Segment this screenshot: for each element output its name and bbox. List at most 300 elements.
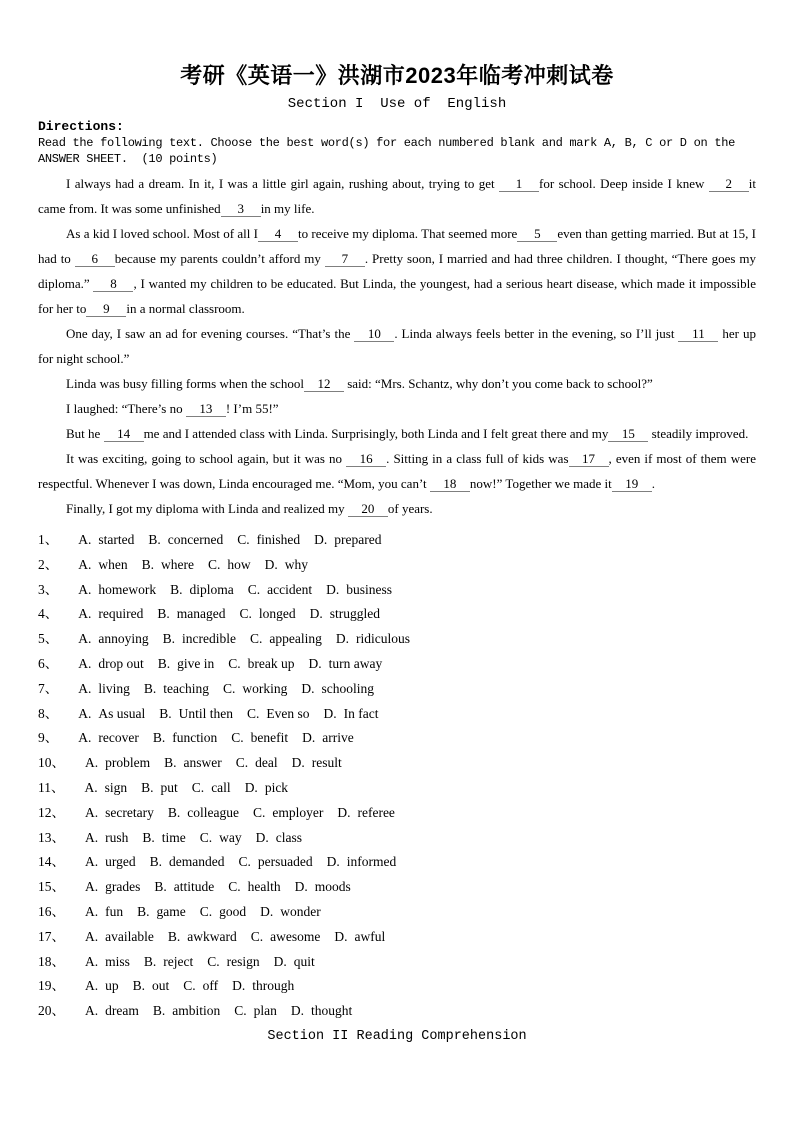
option-letter: A. — [78, 606, 92, 622]
option-A — [85, 954, 130, 969]
option-A — [78, 532, 134, 547]
option-letter: D. — [260, 903, 274, 919]
question-row — [38, 999, 756, 1024]
option-text: referee — [357, 804, 395, 820]
question-row — [38, 950, 756, 975]
option-letter: D. — [255, 829, 269, 845]
option-text: turn away — [328, 655, 383, 671]
question-row — [38, 776, 756, 801]
option-text: In fact — [343, 705, 379, 721]
option-B — [144, 954, 193, 969]
option-letter: D. — [291, 755, 305, 771]
option-letter: B. — [157, 655, 171, 671]
section-1-heading: Section I Use of English — [287, 96, 507, 112]
option-text: why — [284, 556, 309, 572]
option-A — [85, 854, 136, 869]
option-B — [170, 582, 234, 597]
question-number: 4、 — [38, 606, 59, 622]
option-letter: A. — [78, 532, 92, 547]
cloze-blank-14: 14 — [104, 426, 144, 442]
question-number: 2、 — [38, 556, 59, 572]
option-A — [85, 978, 119, 993]
option-letter: B. — [170, 581, 183, 597]
option-D — [324, 706, 379, 721]
option-letter: D. — [326, 854, 340, 870]
option-text: up — [105, 978, 119, 994]
option-letter: C. — [235, 755, 249, 771]
option-A — [78, 730, 139, 745]
directions-label: Directions: — [38, 119, 124, 134]
option-C — [200, 830, 242, 845]
option-letter: A. — [78, 581, 92, 597]
option-text: urged — [105, 854, 136, 870]
option-text: where — [161, 556, 194, 572]
option-letter: D. — [308, 655, 322, 671]
question-number: 19、 — [38, 978, 65, 994]
option-B — [137, 904, 186, 919]
option-letter: C. — [247, 581, 261, 597]
passage-paragraph: Finally, I got my diploma with Linda and realized my 20 of years. — [66, 501, 433, 516]
option-text: managed — [176, 606, 226, 622]
option-text: reject — [163, 953, 194, 969]
option-letter: C. — [228, 655, 241, 671]
option-text: living — [98, 680, 130, 696]
exam-title: 考研《英语一》洪湖市2023年临考冲刺试卷 — [180, 63, 614, 88]
option-text: awful — [354, 928, 386, 944]
option-letter: B. — [157, 606, 170, 622]
option-letter: C. — [252, 804, 266, 820]
option-text: off — [202, 978, 219, 994]
option-letter: A. — [85, 928, 99, 944]
passage-paragraph: Linda was busy filling forms when the school 12 said: “Mrs. Schantz, why don’t you come back to school?” — [66, 376, 653, 391]
option-D — [326, 582, 392, 597]
option-A — [85, 830, 128, 845]
option-text: through — [252, 978, 295, 994]
option-letter: B. — [142, 829, 155, 845]
option-text: wonder — [280, 903, 321, 919]
option-D — [334, 929, 385, 944]
option-text: concerned — [167, 532, 224, 547]
option-text: give in — [177, 655, 215, 671]
option-letter: A. — [78, 680, 92, 696]
option-letter: B. — [159, 705, 172, 721]
option-text: homework — [98, 581, 157, 597]
option-text: moods — [314, 879, 351, 895]
option-C — [223, 681, 287, 696]
option-D — [302, 730, 354, 745]
option-C — [228, 879, 280, 894]
option-D — [265, 557, 308, 572]
option-A — [78, 656, 144, 671]
question-row — [38, 875, 756, 900]
option-A — [85, 904, 123, 919]
question-row — [38, 751, 756, 776]
option-letter: D. — [273, 953, 287, 969]
option-text: function — [172, 730, 218, 746]
option-text: appealing — [269, 631, 322, 647]
option-text: dream — [105, 1003, 139, 1019]
option-C — [248, 582, 312, 597]
option-letter: C. — [208, 556, 221, 572]
question-row — [38, 726, 756, 751]
option-letter: B. — [143, 680, 157, 696]
option-text: ridiculous — [356, 631, 410, 647]
option-text: colleague — [187, 804, 239, 820]
option-A — [85, 805, 154, 820]
option-A — [85, 929, 154, 944]
option-B — [142, 557, 194, 572]
option-text: teaching — [163, 680, 210, 696]
option-text: recover — [98, 730, 139, 746]
option-text: deal — [255, 755, 278, 771]
option-text: drop out — [98, 655, 144, 671]
cloze-blank-12: 12 — [304, 376, 344, 392]
option-text: class — [275, 829, 303, 845]
option-B — [168, 805, 239, 820]
option-text: annoying — [98, 631, 149, 647]
option-letter: B. — [132, 978, 146, 994]
option-letter: B. — [167, 804, 181, 820]
option-C — [183, 978, 218, 993]
question-row — [38, 578, 756, 603]
cloze-blank-3: 3 — [221, 201, 261, 217]
question-number: 11、 — [38, 779, 65, 795]
question-number: 18、 — [38, 953, 65, 969]
option-text: Until then — [178, 705, 234, 721]
question-row — [38, 553, 756, 578]
option-text: answer — [183, 755, 222, 771]
option-D — [256, 830, 302, 845]
question-number: 5、 — [38, 631, 59, 647]
question-row — [38, 602, 756, 627]
option-B — [159, 706, 233, 721]
option-letter: A. — [84, 779, 98, 795]
cloze-blank-5: 5 — [517, 226, 557, 242]
option-letter: A. — [85, 755, 99, 771]
option-text: way — [219, 829, 242, 845]
question-list — [38, 528, 756, 1024]
option-letter: D. — [264, 556, 278, 572]
cloze-blank-20: 20 — [348, 501, 388, 517]
question-number: 15、 — [38, 879, 65, 895]
option-letter: B. — [141, 779, 154, 795]
cloze-blank-10: 10 — [354, 326, 394, 342]
option-A — [85, 780, 128, 795]
option-text: out — [152, 978, 170, 994]
option-C — [237, 532, 300, 547]
question-row — [38, 528, 756, 553]
option-text: break up — [247, 655, 295, 671]
option-letter: A. — [78, 655, 92, 671]
option-letter: C. — [199, 829, 213, 845]
option-D — [310, 606, 380, 621]
option-letter: D. — [334, 928, 348, 944]
option-letter: D. — [301, 680, 315, 696]
passage-paragraph: I always had a dream. In it, I was a little girl again, rushing about, trying to get 1 for school. Deep inside I knew 2 it came from. It was some unfinished 3 in my life. — [38, 176, 756, 216]
option-text: started — [98, 532, 135, 547]
option-letter: C. — [231, 730, 244, 746]
option-B — [168, 929, 237, 944]
option-C — [234, 1003, 277, 1018]
question-row — [38, 974, 756, 999]
option-text: business — [346, 581, 393, 597]
option-text: arrive — [322, 730, 354, 746]
question-row — [38, 801, 756, 826]
option-letter: C. — [228, 879, 241, 895]
option-C — [200, 904, 246, 919]
cloze-blank-18: 18 — [430, 476, 470, 492]
option-text: longed — [258, 606, 296, 622]
cloze-blank-16: 16 — [346, 451, 386, 467]
option-A — [85, 879, 140, 894]
option-D — [337, 805, 395, 820]
question-number: 13、 — [38, 829, 65, 845]
cloze-blank-8: 8 — [93, 276, 133, 292]
option-B — [163, 631, 236, 646]
option-C — [239, 854, 313, 869]
option-text: Even so — [266, 705, 310, 721]
option-B — [154, 879, 214, 894]
option-B — [133, 978, 170, 993]
option-text: accident — [267, 581, 313, 597]
option-letter: D. — [302, 730, 316, 746]
option-letter: D. — [290, 1003, 305, 1019]
question-row — [38, 677, 756, 702]
option-C — [207, 954, 259, 969]
passage-paragraph: As a kid I loved school. Most of all I 4 to receive my diploma. That seemed more 5 even than getting married. But at 15, I had to 6 because my parents couldn’t afford my 7 . Pretty soon, I married and had three children. I thought, “There goes my diploma.” 8 , I wanted my children to be educated. But Linda, the youngest, had a serious heart disease, which made it impossible for her to 9 in a normal classroom. — [38, 226, 756, 316]
option-letter: B. — [149, 854, 163, 870]
question-number: 7、 — [38, 680, 59, 696]
option-letter: A. — [85, 854, 99, 870]
option-letter: C. — [234, 1003, 247, 1019]
question-number: 8、 — [38, 705, 59, 721]
option-C — [236, 755, 278, 770]
cloze-blank-9: 9 — [86, 301, 126, 317]
option-text: problem — [105, 755, 151, 771]
option-letter: B. — [148, 532, 161, 547]
option-letter: C. — [223, 680, 236, 696]
option-text: pick — [264, 779, 289, 795]
option-text: plan — [253, 1003, 277, 1019]
option-letter: A. — [85, 978, 99, 994]
option-text: As usual — [98, 705, 146, 721]
option-text: required — [98, 606, 144, 622]
option-letter: A. — [78, 631, 92, 647]
option-D — [301, 681, 374, 696]
option-text: schooling — [321, 680, 375, 696]
option-text: attitude — [173, 879, 215, 895]
option-C — [228, 656, 294, 671]
option-letter: A. — [78, 556, 92, 572]
option-A — [78, 606, 143, 621]
option-letter: C. — [199, 903, 213, 919]
option-C — [208, 557, 251, 572]
option-letter: D. — [244, 779, 258, 795]
option-text: when — [98, 556, 128, 572]
option-C — [250, 631, 322, 646]
cloze-blank-17: 17 — [569, 451, 609, 467]
option-letter: A. — [85, 804, 99, 820]
option-text: game — [156, 903, 186, 919]
option-text: sign — [104, 779, 128, 795]
option-text: quit — [293, 953, 315, 969]
option-D — [245, 780, 288, 795]
question-row — [38, 702, 756, 727]
option-text: ambition — [172, 1003, 221, 1019]
option-letter: A. — [78, 705, 92, 721]
question-row — [38, 826, 756, 851]
option-A — [85, 1003, 139, 1018]
option-D — [314, 532, 381, 547]
option-text: put — [160, 779, 178, 795]
option-B — [142, 830, 185, 845]
option-C — [247, 706, 310, 721]
option-letter: B. — [152, 1003, 166, 1019]
question-number: 14、 — [38, 854, 65, 870]
cloze-blank-15: 15 — [608, 426, 648, 442]
option-text: benefit — [250, 730, 289, 746]
option-text: informed — [346, 854, 397, 870]
question-row — [38, 925, 756, 950]
option-C — [192, 780, 231, 795]
cloze-blank-1: 1 — [499, 176, 539, 192]
question-number: 10、 — [38, 755, 65, 771]
option-letter: D. — [314, 532, 328, 547]
question-number: 12、 — [38, 804, 65, 820]
question-number: 16、 — [38, 903, 65, 919]
option-letter: D. — [294, 879, 308, 895]
option-A — [78, 582, 156, 597]
passage-paragraph: One day, I saw an ad for evening courses. “That’s the 10 . Linda always feels better in the evening, so I’ll just 11 her up for night school.” — [38, 326, 756, 366]
option-letter: C. — [250, 631, 263, 647]
option-letter: B. — [152, 730, 166, 746]
option-A — [78, 557, 127, 572]
question-number: 20、 — [38, 1003, 65, 1019]
option-text: miss — [105, 953, 130, 969]
question-row — [38, 627, 756, 652]
cloze-blank-4: 4 — [258, 226, 298, 242]
option-A — [78, 681, 130, 696]
option-letter: B. — [143, 953, 157, 969]
option-D — [327, 854, 397, 869]
option-A — [78, 631, 148, 646]
option-D — [260, 904, 321, 919]
question-number: 17、 — [38, 928, 65, 944]
option-text: awkward — [187, 928, 237, 944]
option-text: grades — [105, 879, 141, 895]
option-letter: D. — [337, 804, 351, 820]
passage-paragraph: I laughed: “There’s no 13 ! I’m 55!” — [66, 401, 279, 416]
option-text: fun — [105, 903, 124, 919]
option-letter: A. — [78, 730, 92, 746]
option-B — [148, 532, 223, 547]
option-text: rush — [105, 829, 129, 845]
option-A — [78, 706, 145, 721]
option-letter: B. — [154, 879, 167, 895]
cloze-blank-19: 19 — [612, 476, 652, 492]
option-letter: A. — [85, 829, 99, 845]
option-D — [336, 631, 410, 646]
option-letter: A. — [85, 879, 99, 895]
option-letter: B. — [167, 928, 181, 944]
option-letter: D. — [323, 705, 337, 721]
option-text: health — [247, 879, 281, 895]
option-C — [239, 606, 295, 621]
option-letter: A. — [85, 953, 99, 969]
option-letter: B. — [137, 903, 150, 919]
option-B — [141, 780, 178, 795]
option-B — [144, 681, 209, 696]
question-number: 9、 — [38, 730, 59, 746]
option-letter: B. — [162, 631, 176, 647]
question-row — [38, 900, 756, 925]
option-text: persuaded — [257, 854, 313, 870]
option-text: demanded — [169, 854, 225, 870]
passage-paragraph: It was exciting, going to school again, but it was no 16 . Sitting in a class full of kids was 17 , even if most of them were respectful. Whenever I was down, Linda encouraged me. “Mom, you can’t 18 now!” Together we made it 19 . — [38, 451, 756, 491]
option-B — [153, 730, 217, 745]
cloze-blank-7: 7 — [325, 251, 365, 267]
option-letter: D. — [309, 606, 323, 622]
section-2-heading: Section II Reading Comprehension — [267, 1028, 527, 1044]
option-letter: A. — [85, 1003, 99, 1019]
option-A — [85, 755, 150, 770]
question-number: 1、 — [38, 532, 59, 547]
option-text: available — [105, 928, 154, 944]
cloze-blank-11: 11 — [678, 326, 718, 342]
option-letter: C. — [238, 854, 251, 870]
option-C — [231, 730, 288, 745]
cloze-blank-6: 6 — [75, 251, 115, 267]
option-letter: C. — [250, 928, 264, 944]
option-D — [291, 1003, 352, 1018]
option-letter: C. — [207, 953, 220, 969]
option-D — [295, 879, 351, 894]
option-letter: C. — [247, 705, 260, 721]
option-text: secretary — [105, 804, 154, 820]
option-text: how — [227, 556, 251, 572]
option-letter: D. — [232, 978, 246, 994]
option-D — [232, 978, 294, 993]
option-B — [158, 656, 215, 671]
question-row — [38, 652, 756, 677]
option-text: time — [161, 829, 186, 845]
option-B — [150, 854, 225, 869]
cloze-blank-2: 2 — [709, 176, 749, 192]
directions-line-2: ANSWER SHEET. (10 points) — [38, 152, 218, 166]
option-D — [274, 954, 315, 969]
option-text: result — [311, 755, 342, 771]
option-text: diploma — [189, 581, 234, 597]
question-row — [38, 850, 756, 875]
option-B — [157, 606, 225, 621]
option-text: thought — [311, 1003, 353, 1019]
option-text: prepared — [334, 532, 382, 547]
option-letter: D. — [335, 631, 349, 647]
option-text: call — [211, 779, 231, 795]
option-D — [309, 656, 383, 671]
option-letter: C. — [239, 606, 252, 622]
option-letter: A. — [85, 903, 99, 919]
option-D — [292, 755, 342, 770]
option-letter: D. — [326, 581, 340, 597]
option-letter: C. — [183, 978, 196, 994]
option-text: struggled — [329, 606, 380, 622]
option-B — [164, 755, 222, 770]
option-letter: B. — [141, 556, 155, 572]
option-text: good — [219, 903, 247, 919]
option-C — [253, 805, 323, 820]
option-text: finished — [256, 532, 301, 547]
